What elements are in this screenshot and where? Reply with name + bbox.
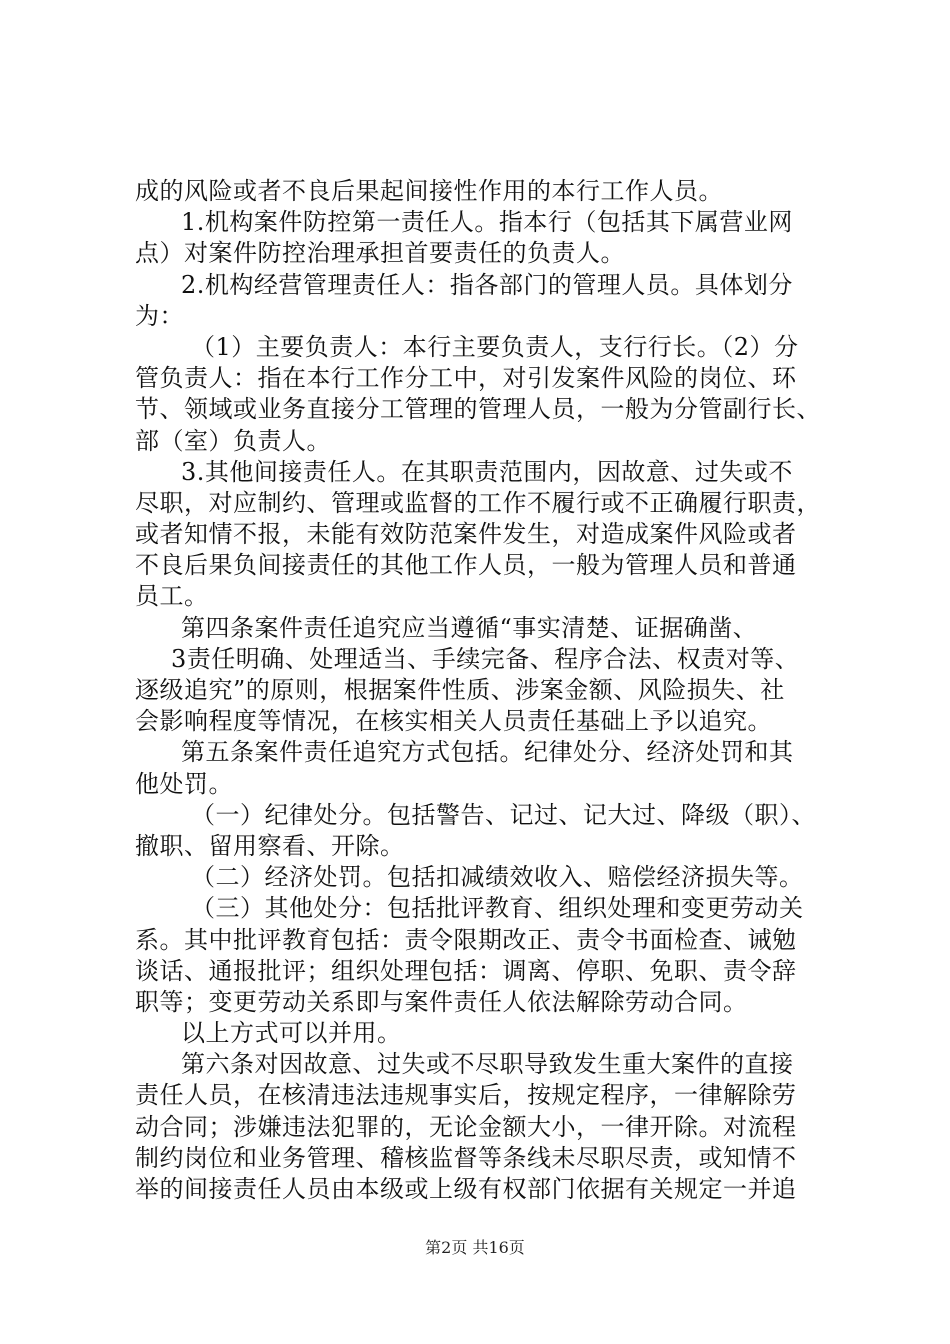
text-line: 成的风险或者不良后果起间接性作用的本行工作人员。 [135,177,723,205]
text-line: 员工。 [135,582,209,611]
text-line: （一）纪律处分。包括警告、记过、记大过、降级（职）、 [191,800,816,829]
text-line: 节、领域或业务直接分工管理的管理人员，一般为分管副行长、 [135,395,821,424]
text-line: （1）主要负责人：本行主要负责人，支行行长。（2）分 [191,332,799,361]
text-line: 系。其中批评教育包括：责令限期改正、责令书面检查、诫勉 [135,925,797,954]
text-line: 责任人员，在核清违法违规事实后，按规定程序，一律解除劳 [135,1081,797,1110]
text-line: 撤职、留用察看、开除。 [135,831,405,860]
text-line: 谈话、通报批评；组织处理包括：调离、停职、免职、责令辞 [135,956,797,985]
text-line: 2.机构经营管理责任人：指各部门的管理人员。具体划分 [181,270,793,299]
text-line: 3责任明确、处理适当、手续完备、程序合法、权责对等、 [171,644,800,673]
text-line: 以上方式可以并用。 [181,1019,402,1048]
text-line: （二）经济处罚。包括扣减绩效收入、赔偿经济损失等。 [191,863,804,892]
text-line: 第四条案件责任追究应当遵循“事实清楚、证据确凿、 [181,613,758,642]
text-line: （三）其他处分：包括批评教育、组织处理和变更劳动关 [191,894,804,923]
text-line: 3.其他间接责任人。在其职责范围内，因故意、过失或不 [181,457,793,486]
text-line: 逐级追究”的原则，根据案件性质、涉案金额、风险损失、社 [135,676,785,704]
text-line: 制约岗位和业务管理、稽核监督等条线未尽职尽责，或知情不 [135,1143,797,1172]
text-line: 不良后果负间接责任的其他工作人员，一般为管理人员和普通 [135,551,797,580]
text-line: 第五条案件责任追究方式包括。纪律处分、经济处罚和其 [181,738,794,767]
page-number-footer: 第2页 共16页 [425,1238,525,1257]
text-line: 动合同；涉嫌违法犯罪的，无论金额大小，一律开除。对流程 [135,1112,797,1141]
text-line: 他处罚。 [135,769,233,798]
text-line: 点）对案件防控治理承担首要责任的负责人。 [135,239,625,268]
text-line: 尽职，对应制约、管理或监督的工作不履行或不正确履行职责， [135,488,821,517]
text-line: 或者知情不报，未能有效防范案件发生，对造成案件风险或者 [135,520,797,549]
text-line: 举的间接责任人员由本级或上级有权部门依据有关规定一并追 [135,1175,797,1203]
document-body [135,176,835,1205]
text-line: 部（室）负责人。 [135,426,331,455]
text-line: 第六条对因故意、过失或不尽职导致发生重大案件的直接 [181,1050,794,1079]
text-line: 1.机构案件防控第一责任人。指本行（包括其下属营业网 [181,208,793,237]
text-line: 会影响程度等情况，在核实相关人员责任基础上予以追究。 [135,707,772,736]
text-line: 职等；变更劳动关系即与案件责任人依法解除劳动合同。 [135,987,748,1016]
text-line: 管负责人：指在本行工作分工中，对引发案件风险的岗位、环 [135,364,797,393]
text-line: 为： [135,301,184,330]
